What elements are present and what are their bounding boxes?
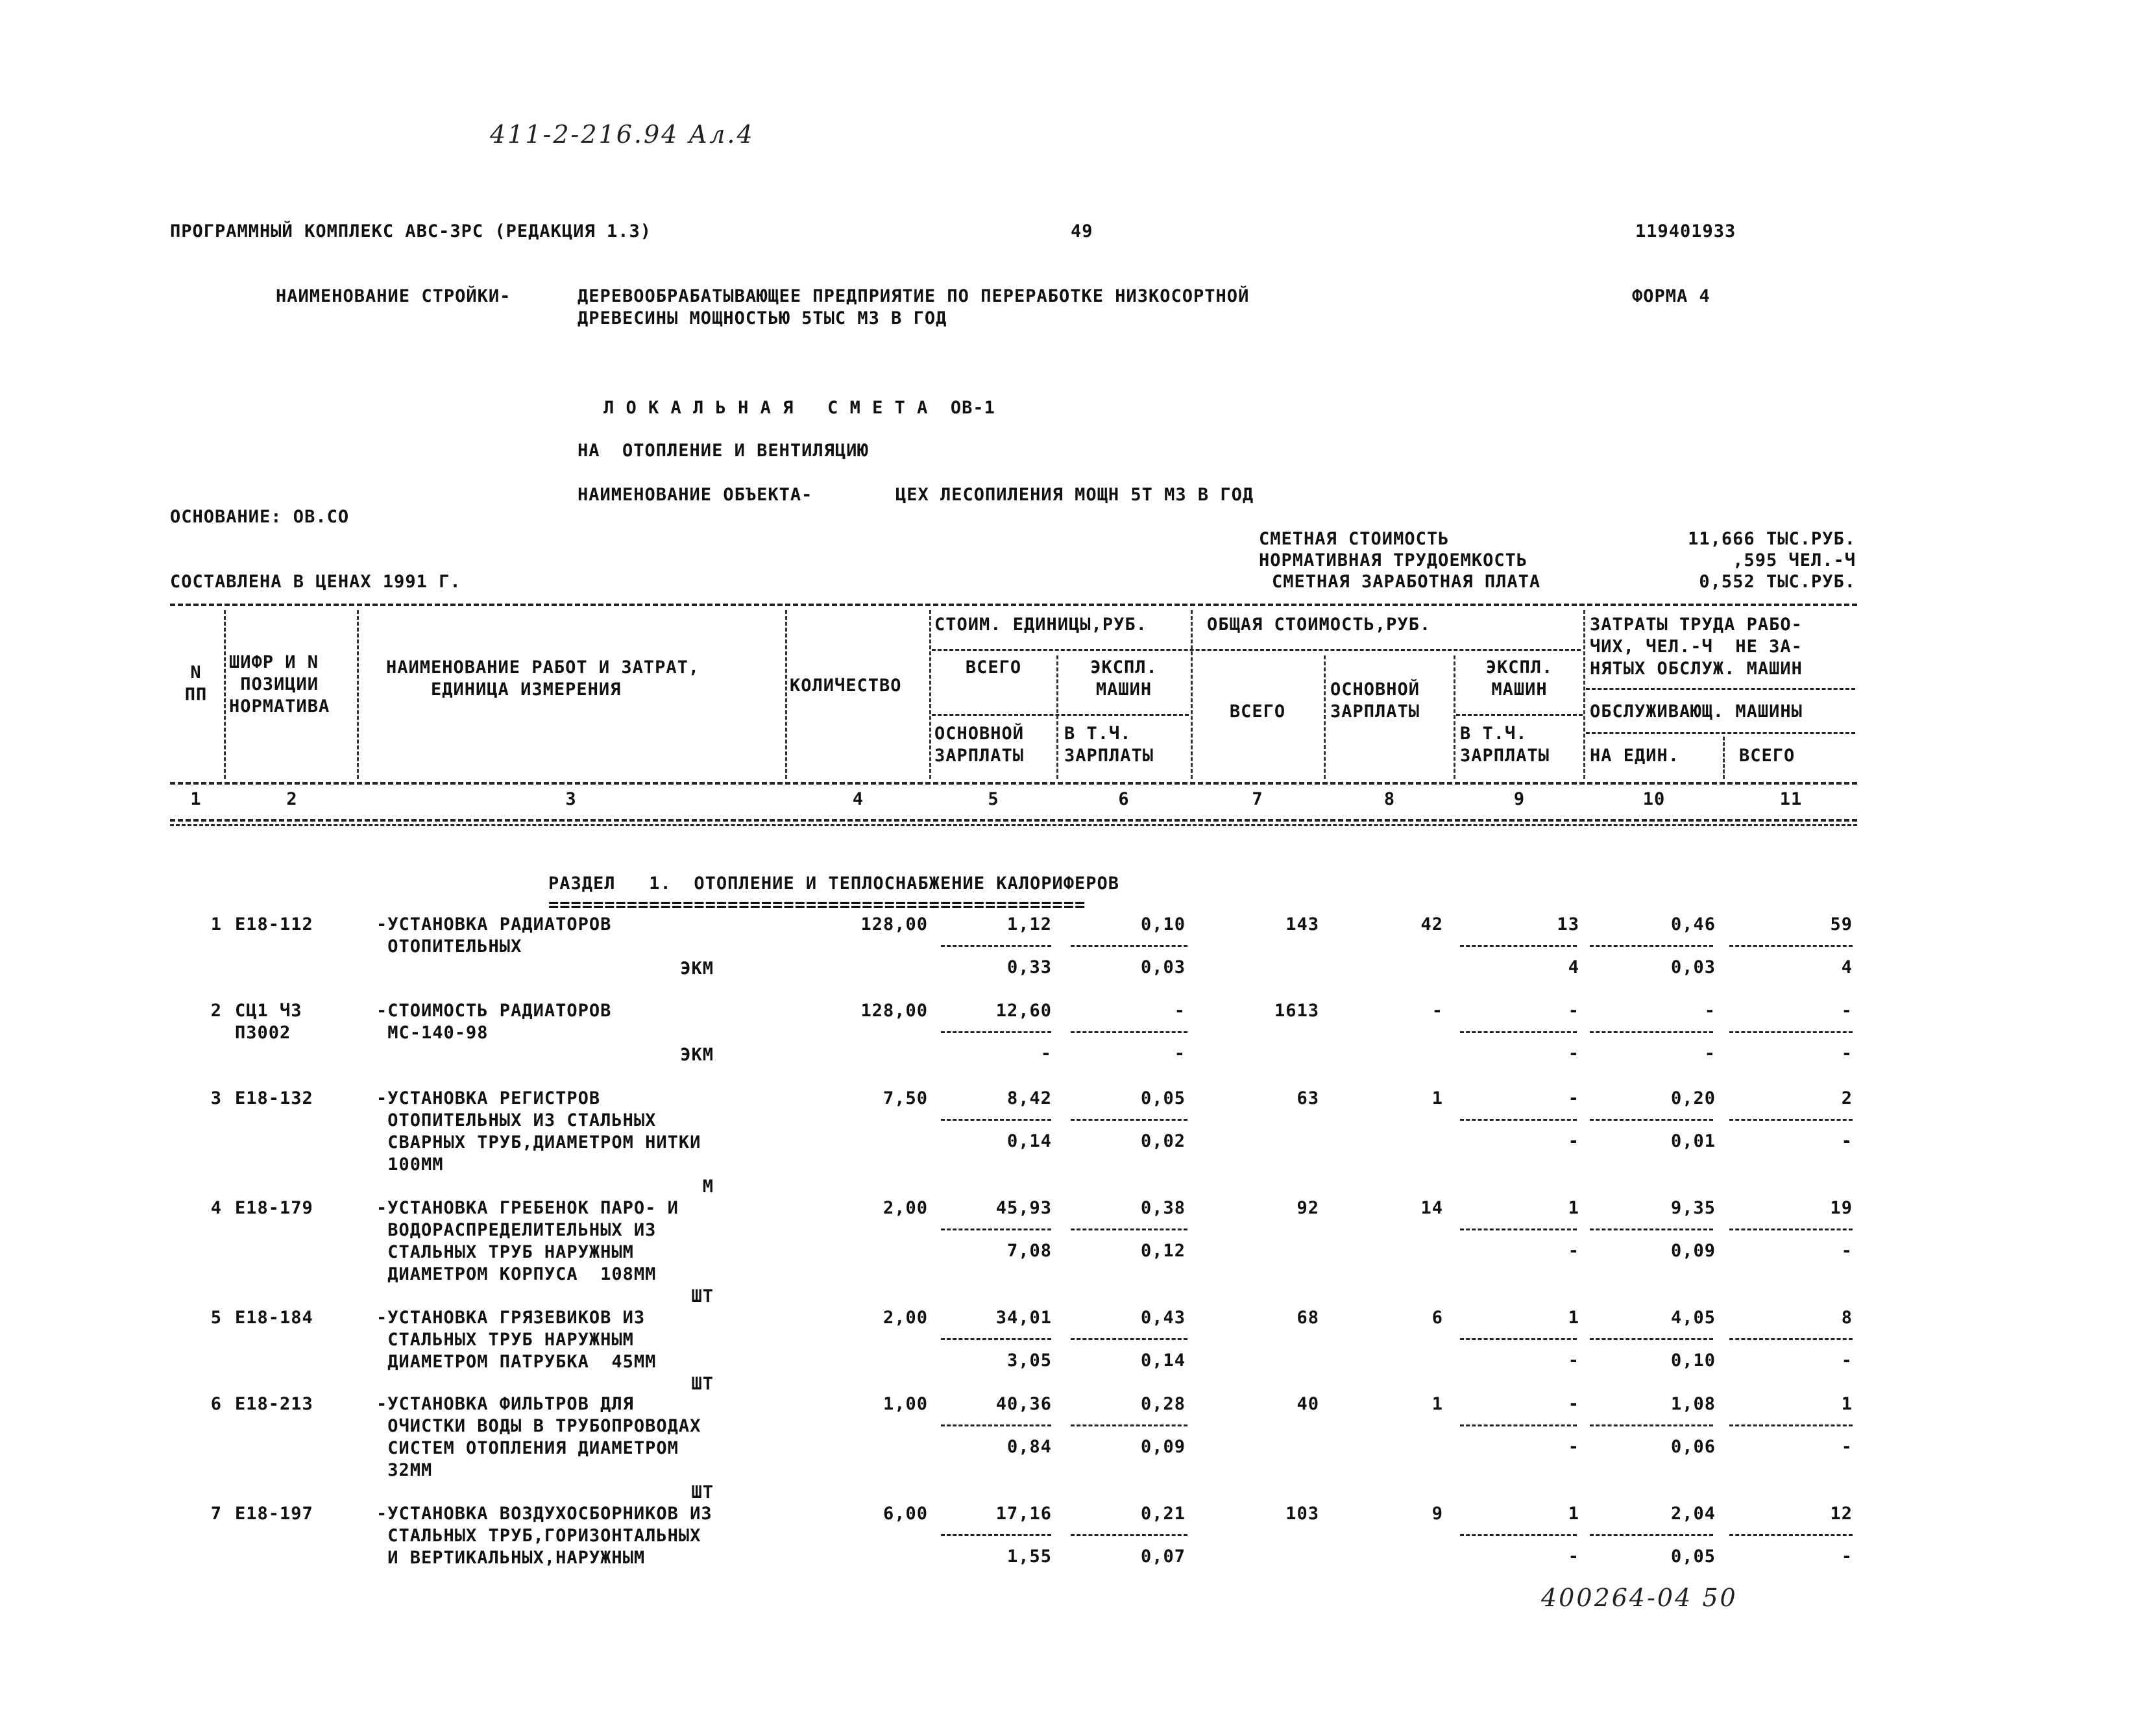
column-separator [357,610,359,779]
row-total: 1613 [1274,1001,1319,1021]
row-unit-wages: 1,55 [1006,1547,1052,1567]
row-total-machine-wages: - [1568,1044,1579,1064]
construction-label: НАИМЕНОВАНИЕ СТРОЙКИ- [276,286,511,306]
header-bottom-rule [170,782,1857,785]
row-work-name: -СТОИМОСТЬ РАДИАТОРОВ МС-140-98 [376,1001,612,1043]
cell-divider-rule [941,1534,1051,1536]
row-unit: М [702,1177,714,1197]
row-total: 143 [1285,914,1319,935]
row-work-name: -УСТАНОВКА ГРЯЗЕВИКОВ ИЗ СТАЛЬНЫХ ТРУБ НАРУЖНЫМ ДИАМЕТРОМ ПАТРУБКА 45ММ [376,1308,657,1372]
col-header-quantity: КОЛИЧЕСТВО [790,676,902,696]
cell-divider-rule [1729,1229,1853,1230]
row-labor-machines-per-unit: - [1704,1044,1716,1064]
row-total-wages: 6 [1431,1308,1443,1328]
row-labor-machines-per-unit: 0,10 [1670,1351,1716,1371]
col-header-c6-bottom: В Т.Ч. ЗАРПЛАТЫ [1064,724,1154,766]
cell-divider-rule [941,1424,1051,1426]
row-total-machine-wages: 4 [1568,957,1579,977]
row-labor-machines-per-unit: 0,09 [1670,1241,1716,1261]
object-name: ЦЕХ ЛЕСОПИЛЕНИЯ МОЩН 5Т М3 В ГОД [895,485,1254,505]
col-header-number: N ПП [184,663,208,705]
row-unit-total: 34,01 [995,1308,1052,1328]
row-labor-total: - [1841,1001,1853,1021]
row-unit-machine-wages: 0,03 [1140,957,1186,977]
cell-divider-rule [1071,1119,1187,1121]
col-number: 1 [190,789,202,809]
row-quantity: 7,50 [882,1088,928,1108]
cell-divider-rule [1729,1534,1853,1536]
cell-divider-rule [1729,1031,1853,1033]
row-unit: ШТ [691,1374,714,1394]
cell-divider-rule [1590,1534,1713,1536]
row-unit-machines: 0,28 [1140,1394,1186,1414]
cell-divider-rule [1460,1119,1577,1121]
row-unit-wages: 0,84 [1006,1437,1052,1457]
col-number: 4 [852,789,864,809]
column-separator [1324,655,1326,779]
document-title: Л О К А Л Ь Н А Я С М Е Т А ОВ-1 [603,398,995,418]
section-title: РАЗДЕЛ 1. ОТОПЛЕНИЕ И ТЕПЛОСНАБЖЕНИЕ КАЛОРИФЕРОВ [548,874,1120,894]
column-separator [1454,655,1455,779]
row-total-machines: 13 [1557,914,1579,935]
table-top-rule [170,604,1857,606]
column-separator [1723,737,1725,779]
row-total-machine-wages: - [1568,1131,1579,1151]
cell-divider-rule [941,1119,1051,1121]
cell-divider-rule [1590,1229,1713,1230]
column-separator [1056,655,1058,779]
cell-divider-rule [1460,1534,1577,1536]
row-unit: ШТ [691,1286,714,1306]
row-total-wages: 14 [1420,1198,1443,1218]
col-number: 9 [1513,789,1526,809]
header-inner-rule [1586,688,1855,690]
summary-label-wages: СМЕТНАЯ ЗАРАБОТНАЯ ПЛАТА [1272,572,1541,592]
row-total-machine-wages: - [1568,1437,1579,1457]
row-total: 103 [1285,1504,1319,1524]
row-work-name: -УСТАНОВКА ГРЕБЕНОК ПАРО- И ВОДОРАСПРЕДЕЛИТЕЛЬНЫХ ИЗ СТАЛЬНЫХ ТРУБ НАРУЖНЫМ ДИАМЕТРОМ КОРПУСА 108ММ [376,1198,679,1284]
row-labor-machines-per-unit: 0,06 [1670,1437,1716,1457]
row-code: Е18-179 [235,1198,313,1218]
row-labor-per-unit: - [1704,1001,1716,1021]
row-number: 1 [210,914,222,935]
col-number: 2 [286,789,298,809]
row-total-wages: 42 [1420,914,1443,935]
section-underline: ================================================ [548,895,1086,915]
cell-divider-rule [1460,1424,1577,1426]
cell-divider-rule [1071,1424,1187,1426]
row-unit-machines: 0,21 [1140,1504,1186,1524]
cell-divider-rule [1590,1119,1713,1121]
summary-label-cost: СМЕТНАЯ СТОИМОСТЬ [1259,529,1450,549]
col-header-c6-top: ЭКСПЛ. МАШИН [1090,657,1158,700]
row-work-name: -УСТАНОВКА РЕГИСТРОВ ОТОПИТЕЛЬНЫХ ИЗ СТАЛЬНЫХ СВАРНЫХ ТРУБ,ДИАМЕТРОМ НИТКИ 100ММ [376,1088,701,1175]
row-unit-machines: 0,38 [1140,1198,1186,1218]
row-code: СЦ1 Ч3 П3002 [235,1001,302,1043]
row-unit-machine-wages: 0,09 [1140,1437,1186,1457]
cell-divider-rule [1729,1424,1853,1426]
page-number: 49 [1071,221,1093,241]
row-unit-machine-wages: 0,14 [1140,1351,1186,1371]
row-number: 4 [210,1198,222,1218]
row-unit-machines: 0,05 [1140,1088,1186,1108]
row-total-machines: - [1568,1394,1579,1414]
row-unit-wages: - [1040,1044,1052,1064]
row-total-machines: 1 [1568,1504,1579,1524]
row-labor-total: 12 [1830,1504,1853,1524]
cell-divider-rule [1590,1338,1713,1340]
row-labor-machines-per-unit: 0,03 [1670,957,1716,977]
summary-value-wages: 0,552 ТЫС.РУБ. [1699,572,1856,592]
row-unit-machine-wages: 0,07 [1140,1547,1186,1567]
row-quantity: 2,00 [882,1308,928,1328]
cell-divider-rule [1590,1031,1713,1033]
row-total-machines: - [1568,1001,1579,1021]
column-separator [929,610,931,779]
row-total-wages: 1 [1431,1394,1443,1414]
cell-divider-rule [1071,1229,1187,1230]
row-total-machine-wages: - [1568,1547,1579,1567]
number-row-rule-double [170,824,1857,826]
header-inner-rule [1456,714,1583,716]
col-header-code: ШИФР И N ПОЗИЦИИ НОРМАТИВА [229,652,330,716]
row-labor-per-unit: 4,05 [1670,1308,1716,1328]
col-number: 8 [1383,789,1396,809]
cell-divider-rule [1071,1534,1187,1536]
cell-divider-rule [1729,1338,1853,1340]
row-code: Е18-132 [235,1088,313,1108]
row-number: 3 [210,1088,222,1108]
row-unit-machine-wages: 0,12 [1140,1241,1186,1261]
col-number: 3 [565,789,577,809]
cell-divider-rule [1729,945,1853,947]
row-unit-total: 45,93 [995,1198,1052,1218]
row-unit-machines: 0,10 [1140,914,1186,935]
document-code: 119401933 [1635,221,1736,241]
cell-divider-rule [941,1229,1051,1230]
summary-label-labor: НОРМАТИВНАЯ ТРУДОЕМКОСТЬ [1259,550,1528,570]
cell-divider-rule [1729,1119,1853,1121]
col-header-unit-cost: СТОИМ. ЕДИНИЦЫ,РУБ. [934,615,1147,635]
row-quantity: 2,00 [882,1198,928,1218]
col-header-c9-bottom: В Т.Ч. ЗАРПЛАТЫ [1460,724,1550,766]
header-inner-rule [932,714,1189,716]
row-total-wages: 1 [1431,1088,1443,1108]
row-work-name: -УСТАНОВКА ВОЗДУХОСБОРНИКОВ ИЗ СТАЛЬНЫХ ТРУБ,ГОРИЗОНТАЛЬНЫХ И ВЕРТИКАЛЬНЫХ,НАРУЖНЫМ [376,1504,712,1568]
object-label: НАИМЕНОВАНИЕ ОБЪЕКТА- [578,485,813,505]
column-separator [1583,610,1585,779]
row-number: 2 [210,1001,222,1021]
row-labor-machines-per-unit: 0,05 [1670,1547,1716,1567]
row-total-machines: 1 [1568,1308,1579,1328]
summary-value-labor: ,595 ЧЕЛ.-Ч [1733,550,1856,570]
col-number: 6 [1118,789,1130,809]
row-unit-machine-wages: 0,02 [1140,1131,1186,1151]
row-code: Е18-112 [235,914,313,935]
header-inner-rule [1586,732,1855,734]
col-number: 10 [1642,789,1666,809]
basis: ОСНОВАНИЕ: ОВ.СО [170,507,350,527]
cell-divider-rule [1071,945,1187,947]
form-label: ФОРМА 4 [1632,286,1710,306]
row-unit-wages: 0,33 [1006,957,1052,977]
col-header-labor: ЗАТРАТЫ ТРУДА РАБО- ЧИХ, ЧЕЛ.-Ч НЕ ЗА- НЯТЫХ ОБСЛУЖ. МАШИН [1590,615,1803,679]
cell-divider-rule [941,1031,1051,1033]
row-total: 68 [1296,1308,1319,1328]
row-labor-per-unit: 2,04 [1670,1504,1716,1524]
row-unit-machine-wages: - [1174,1044,1186,1064]
row-total: 92 [1296,1198,1319,1218]
row-total-machine-wages: - [1568,1351,1579,1371]
row-labor-machines-total: - [1841,1547,1853,1567]
row-unit: ЭКМ [680,959,714,979]
col-header-c9-top: ЭКСПЛ. МАШИН [1485,657,1553,700]
row-labor-machines-per-unit: 0,01 [1670,1131,1716,1151]
cell-divider-rule [941,945,1051,947]
col-header-c10: НА ЕДИН. [1590,746,1680,766]
row-work-name: -УСТАНОВКА ФИЛЬТРОВ ДЛЯ ОЧИСТКИ ВОДЫ В ТРУБОПРОВОДАХ СИСТЕМ ОТОПЛЕНИЯ ДИАМЕТРОМ 32ММ [376,1394,701,1480]
cell-divider-rule [1071,1031,1187,1033]
row-unit-machines: 0,43 [1140,1308,1186,1328]
handwritten-top-note: 411-2-216.94 Ал.4 [490,120,755,149]
row-labor-machines-total: 4 [1841,957,1853,977]
row-labor-machines-total: - [1841,1241,1853,1261]
program-name: ПРОГРАММНЫЙ КОМПЛЕКС АВС-3РС (РЕДАКЦИЯ 1.3) [170,221,651,241]
col-header-c5-bottom: ОСНОВНОЙ ЗАРПЛАТЫ [934,724,1025,766]
row-labor-per-unit: 9,35 [1670,1198,1716,1218]
col-number: 11 [1779,789,1803,809]
row-number: 5 [210,1308,222,1328]
row-total-wages: - [1431,1001,1443,1021]
row-total-machine-wages: - [1568,1241,1579,1261]
cell-divider-rule [1460,1031,1577,1033]
cell-divider-rule [1590,1424,1713,1426]
row-unit: ЭКМ [680,1045,714,1065]
row-labor-machines-total: - [1841,1437,1853,1457]
cell-divider-rule [1590,945,1713,947]
number-row-rule [170,819,1857,822]
document-subtitle: НА ОТОПЛЕНИЕ И ВЕНТИЛЯЦИЮ [578,441,869,461]
row-work-name: -УСТАНОВКА РАДИАТОРОВ ОТОПИТЕЛЬНЫХ [376,914,612,957]
col-header-labor-machines: ОБСЛУЖИВАЮЩ. МАШИНЫ [1590,702,1803,722]
header-inner-rule [932,649,1581,651]
row-unit: ШТ [691,1482,714,1502]
row-unit-total: 12,60 [995,1001,1052,1021]
row-labor-machines-total: - [1841,1131,1853,1151]
col-number: 7 [1252,789,1263,809]
row-quantity: 6,00 [882,1504,928,1524]
row-labor-machines-total: - [1841,1351,1853,1371]
row-quantity: 1,00 [882,1394,928,1414]
col-header-c5-top: ВСЕГО [965,657,1022,678]
cell-divider-rule [941,1338,1051,1340]
row-labor-machines-total: - [1841,1044,1853,1064]
row-labor-per-unit: 1,08 [1670,1394,1716,1414]
row-total-wages: 9 [1431,1504,1443,1524]
row-unit-total: 8,42 [1006,1088,1052,1108]
col-header-total-cost: ОБЩАЯ СТОИМОСТЬ,РУБ. [1207,615,1431,635]
row-quantity: 128,00 [860,914,928,935]
col-header-c7: ВСЕГО [1229,702,1286,722]
row-labor-per-unit: 0,20 [1670,1088,1716,1108]
construction-name-line2: ДРЕВЕСИНЫ МОЩНОСТЬЮ 5ТЫС М3 В ГОД [578,308,947,328]
row-labor-total: 8 [1841,1308,1853,1328]
cell-divider-rule [1460,945,1577,947]
construction-name-line1: ДЕРЕВООБРАБАТЫВАЮЩЕЕ ПРЕДПРИЯТИЕ ПО ПЕРЕРАБОТКЕ НИЗКОСОРТНОЙ [578,286,1250,306]
row-total: 40 [1296,1394,1319,1414]
cell-divider-rule [1460,1229,1577,1230]
row-unit-total: 17,16 [995,1504,1052,1524]
summary-value-cost: 11,666 ТЫС.РУБ. [1688,529,1856,549]
row-quantity: 128,00 [860,1001,928,1021]
row-number: 6 [210,1394,222,1414]
row-unit-total: 40,36 [995,1394,1052,1414]
row-labor-per-unit: 0,46 [1670,914,1716,935]
row-unit-total: 1,12 [1006,914,1052,935]
row-total: 63 [1296,1088,1319,1108]
row-unit-wages: 0,14 [1006,1131,1052,1151]
handwritten-bottom-note: 400264-04 50 [1541,1583,1738,1612]
row-labor-total: 2 [1841,1088,1853,1108]
row-labor-total: 19 [1830,1198,1853,1218]
row-unit-wages: 7,08 [1006,1241,1052,1261]
row-code: Е18-184 [235,1308,313,1328]
col-header-c8: ОСНОВНОЙ ЗАРПЛАТЫ [1330,679,1420,722]
row-code: Е18-213 [235,1394,313,1414]
col-number: 5 [988,789,999,809]
column-separator [785,610,787,779]
row-labor-total: 1 [1841,1394,1853,1414]
row-number: 7 [210,1504,222,1524]
price-level: СОСТАВЛЕНА В ЦЕНАХ 1991 Г. [170,572,461,592]
row-labor-total: 59 [1830,914,1853,935]
cell-divider-rule [1460,1338,1577,1340]
row-unit-wages: 3,05 [1006,1351,1052,1371]
column-separator [1191,610,1193,779]
row-unit-machines: - [1174,1001,1186,1021]
column-separator [224,610,226,779]
col-header-name: НАИМЕНОВАНИЕ РАБОТ И ЗАТРАТ, ЕДИНИЦА ИЗМЕРЕНИЯ [386,657,700,700]
col-header-c11: ВСЕГО [1739,746,1795,766]
row-total-machines: - [1568,1088,1579,1108]
row-total-machines: 1 [1568,1198,1579,1218]
cell-divider-rule [1071,1338,1187,1340]
row-code: Е18-197 [235,1504,313,1524]
